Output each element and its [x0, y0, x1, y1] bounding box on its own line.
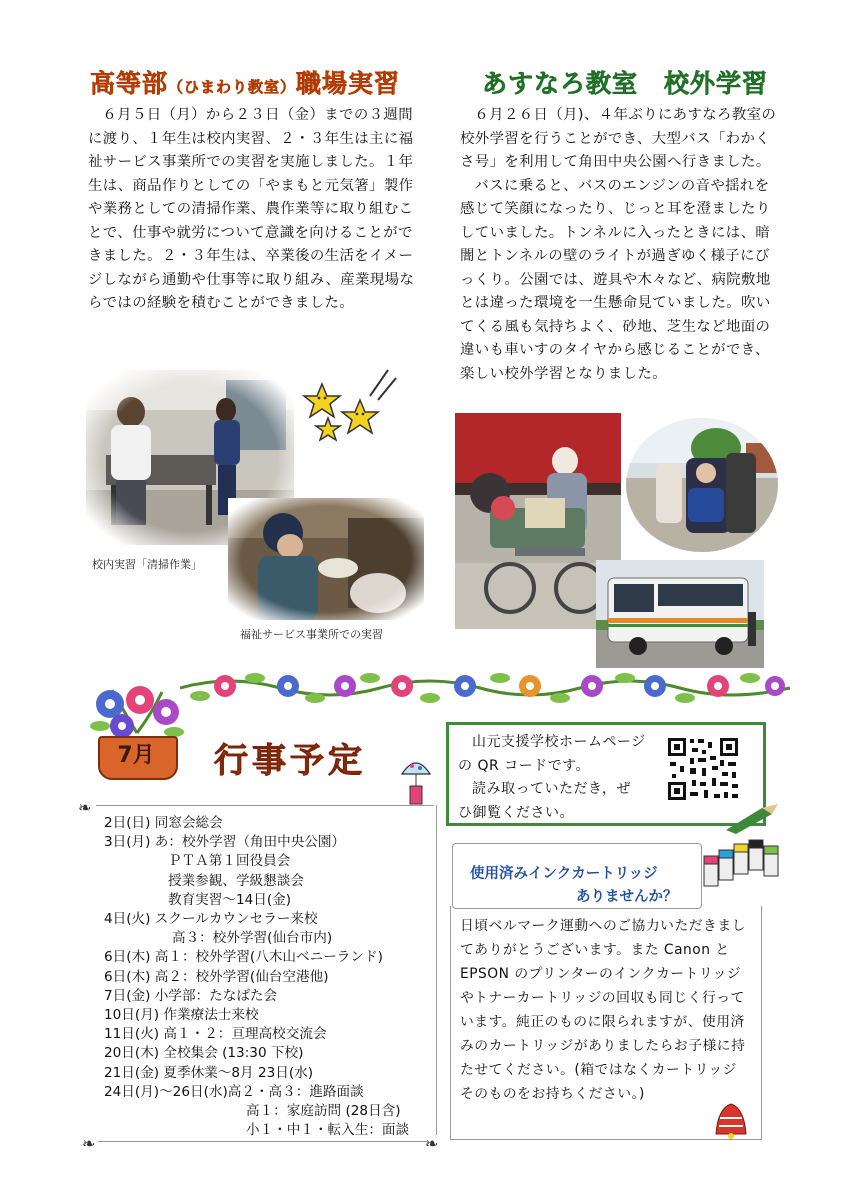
schedule-event-line: 11日(火) 高１・２：亘理高校交流会: [104, 1026, 327, 1043]
schedule-bottom-rule: [98, 1141, 428, 1142]
schedule-event-line: 2日(日) 同窓会総会: [104, 815, 223, 831]
schedule-event-line: 6日(木) 高２：校外学習(仙台空港他): [104, 968, 329, 985]
schedule-right-rule: [436, 805, 437, 1135]
schedule-event-line: ＰＴＡ第１回役員会: [168, 853, 291, 870]
right-article-title: あすなろ教室 校外学習: [482, 69, 769, 98]
ink-box-body: 日頃ベルマーク運動へのご協力いただきましてありがとうございます。また Canon と EPSON のプリンターのインクカートリッジやトナーカートリッジの回収も同じく行っています。純正のものに限られますが、使用済みのカートリッジがありましたらお子様に持たせてください。(箱ではなくカートリッジそのものをお持ちください。): [460, 918, 746, 1102]
schedule-event-line: 7日(金) 小学部：たなばた会: [104, 987, 278, 1004]
schedule-event-line: 24日(月)～26日(水)高２・高３：進路面談: [104, 1083, 364, 1100]
schedule-event-line: 小１・中１・転入生：面談: [246, 1122, 410, 1139]
schedule-event-line: 高１：家庭訪問 (28日含): [246, 1103, 401, 1119]
ink-box-title-line-2: ありませんか？: [576, 889, 678, 905]
schedule-event-line: 授業参観、学級懇談会: [168, 872, 304, 889]
schedule-event-line: 6日(木) 高１：校外学習(八木山ベニーランド): [104, 949, 383, 966]
photo-caption-welfare: 福祉サービス事業所での実習: [240, 628, 383, 641]
schedule-event-line: 21日(金) 夏季休業～8月 23日(水): [104, 1064, 314, 1081]
ornament-icon: ❧: [425, 1134, 439, 1153]
ornament-icon: ❧: [78, 798, 92, 817]
stars-illustration: [300, 366, 400, 451]
ink-cartridges-icon: [702, 836, 780, 892]
pencil-icon: [722, 804, 782, 834]
ornament-icon: ❧: [82, 1134, 96, 1153]
left-article-body: ６月５日（月）から２３日（金）までの３週間に渡り、１年生は校内実習、２・３年生は主に福祉サービス事業所での実習を実施しました。１年生は、商品作りとしての「やまもと元気箸」製作や業務としての清掃作業、農作業等に取り組むことで、仕事や就労について意識を向けることができました。２・３年生は、卒業後の生活をイメージしながら通勤や仕事等に取り組み、産業現場ならではの経験を積むことができました。: [88, 107, 415, 311]
schedule-event-line: 3日(月) あ：校外学習（角田中央公園）: [104, 834, 346, 851]
schedule-event-line: 20日(木) 全校集会 (13:30 下校): [104, 1045, 304, 1062]
photo-welfare-practice: [228, 498, 424, 620]
right-article-body: ６月２６日（月)、４年ぶりにあすなろ教室の校外学習を行うことができ、大型バス「わかくさ号」を利用して角田中央公園へ行きました。 バスに乗ると、バスのエンジンの音や揺れを感じて笑顔になったり、じっと耳を澄ましたりしていました。トンネルに入ったときには、暗闇とトンネルの壁のライトが過ぎゆく様子にびっくり。公園では、遊具や木々など、病院敷地とは違った環境を一生懸命見ていました。吹いてくる風も気持ちよく、砂地、芝生など地面の違いも車いすのタイヤから感じることができ、楽しい校外学習となりました。: [460, 107, 777, 382]
schedule-event-line: 高３：校外学習(仙台市内): [172, 930, 333, 947]
morning-glory-border: [180, 666, 790, 706]
schedule-event-line: 教育実習～14日(金): [168, 891, 292, 908]
schedule-title: 行事予定: [214, 741, 366, 781]
ink-box-title-line-1: 使用済みインクカートリッジ: [470, 866, 658, 882]
photo-park-oval: [626, 418, 778, 552]
schedule-event-line: 4日(火) スクールカウンセラー来校: [104, 911, 318, 927]
qr-info-text: 山元支援学校ホームページ の QR コードです。 読み取っていただき，ぜ ひ御覧ください。: [458, 734, 646, 821]
photo-bus-wakakusa: [596, 560, 764, 668]
schedule-event-line: 10日(月) 作業療法士来校: [104, 1007, 259, 1023]
month-label: 7月: [117, 743, 155, 768]
wind-chime-icon: [396, 752, 436, 808]
bell-icon: [708, 1098, 754, 1142]
qr-code-icon[interactable]: [666, 736, 740, 802]
left-article-title: 高等部（ひまわり教室）職場実習: [90, 69, 401, 98]
schedule-top-rule: [96, 805, 434, 806]
photo-caption-cleaning: 校内実習「清掃作業」: [92, 558, 202, 571]
